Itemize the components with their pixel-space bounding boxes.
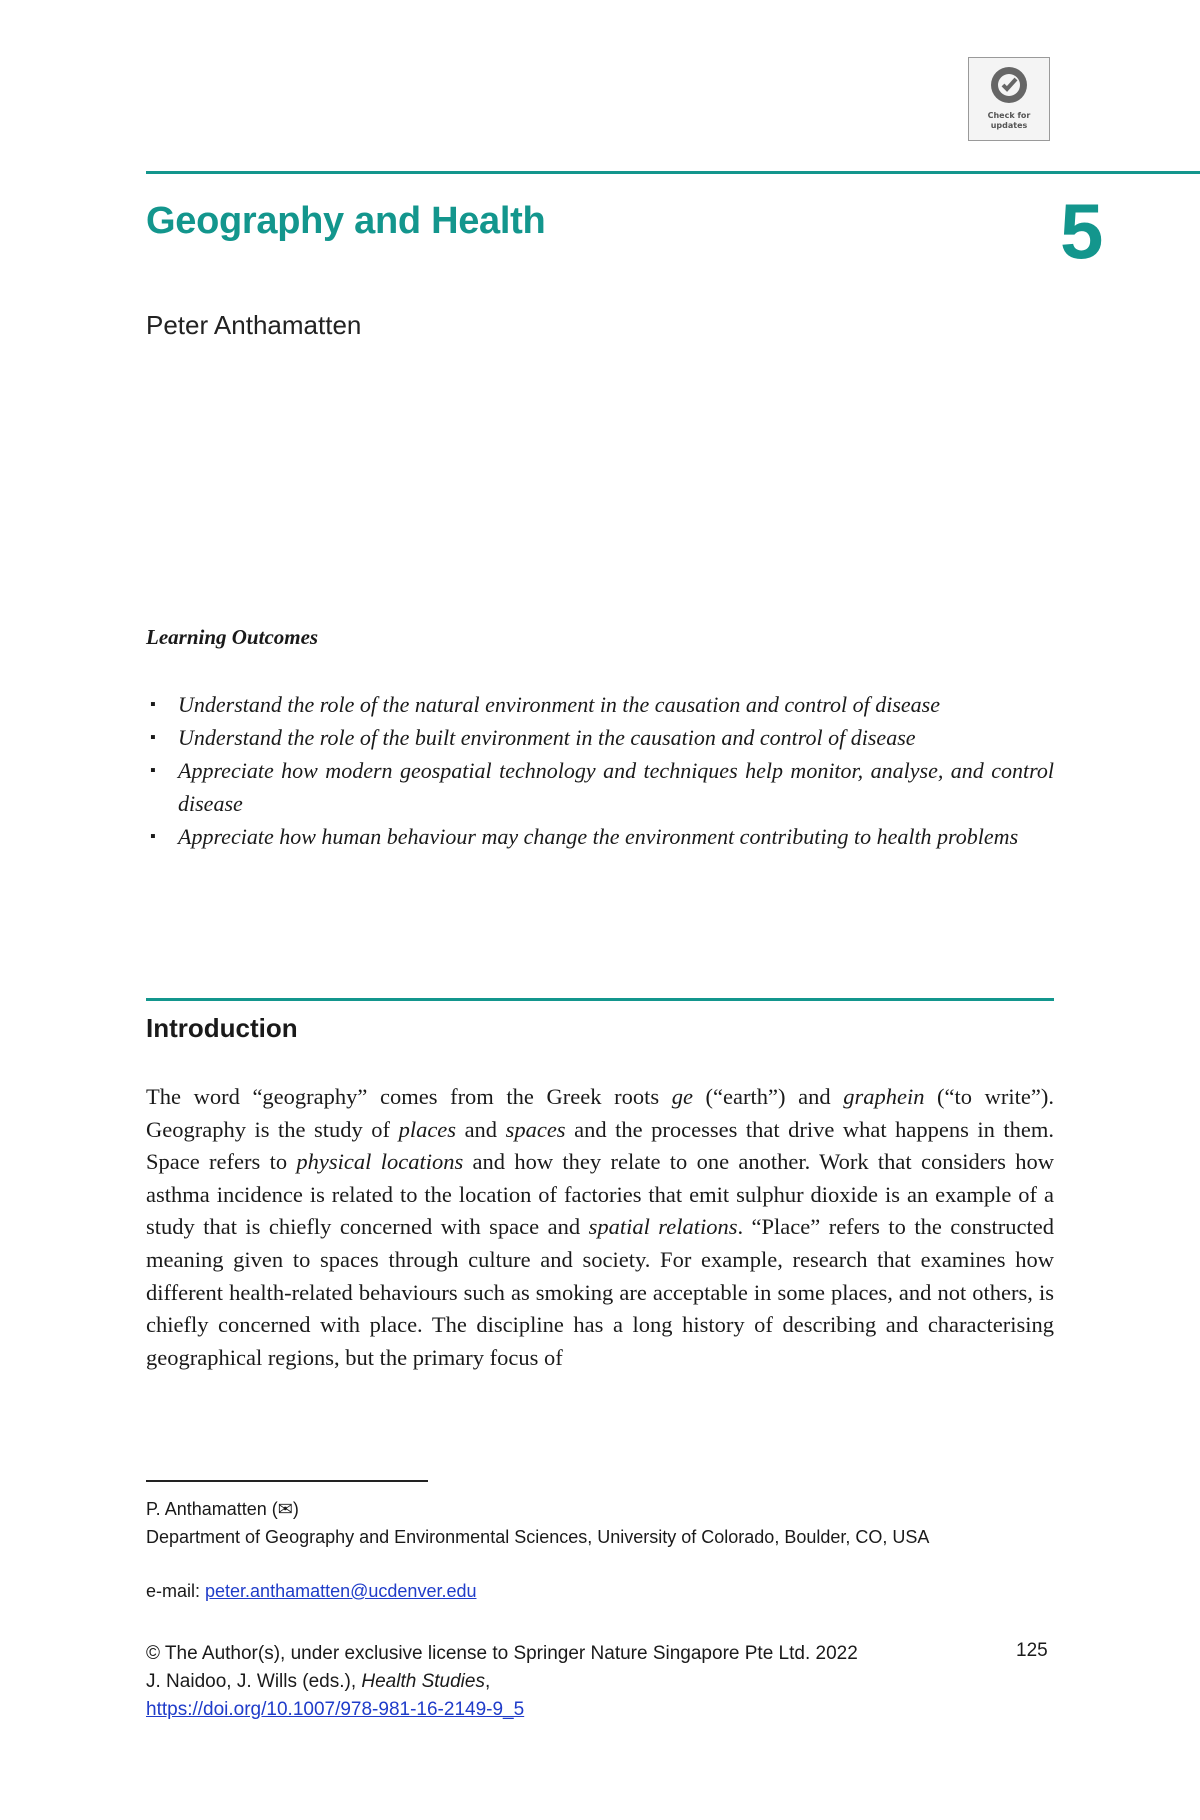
footnote-rule xyxy=(146,1480,428,1482)
copyright-line: © The Author(s), under exclusive license to Springer Nature Singapore Pte Ltd. 2022 xyxy=(146,1643,858,1664)
badge-label: Check for updates xyxy=(987,111,1031,130)
footnote-author: P. Anthamatten (✉) xyxy=(146,1499,299,1519)
footnote-email-line: e-mail: peter.anthamatten@ucdenver.edu xyxy=(146,1581,477,1601)
list-item: ▪ Understand the role of the natural environment in the causation and control of disease xyxy=(146,688,1054,721)
learning-outcomes-list xyxy=(146,688,1054,853)
chapter-title: Geography and Health xyxy=(146,200,546,242)
check-for-updates-badge[interactable] xyxy=(968,57,1050,141)
email-link[interactable]: peter.anthamatten@ucdenver.edu xyxy=(205,1581,477,1601)
bullet-icon: ▪ xyxy=(150,696,156,713)
page-number: 125 xyxy=(1016,1640,1048,1661)
list-item: ▪ Appreciate how modern geospatial technology and techniques help monitor, analyse, and control disease xyxy=(146,754,1054,820)
list-item: ▪ Appreciate how human behaviour may change the environment contributing to health problems xyxy=(146,820,1054,853)
publication-info xyxy=(146,1640,858,1724)
doi-link[interactable]: https://doi.org/10.1007/978-981-16-2149-9_5 xyxy=(146,1699,525,1720)
chapter-author: Peter Anthamatten xyxy=(146,310,362,340)
learning-outcomes-heading: Learning Outcomes xyxy=(146,625,319,649)
check-for-updates-icon xyxy=(989,65,1029,105)
introduction-paragraph: The word “geography” comes from the Greek roots ge (“earth”) and graphein (“to write”). Geography is the study of places and spaces and the processes that drive what happens in them. Space refers to physical locations and how they relate to one another. Work that considers how asthma incidence is related to the location of factories that emit sulphur dioxide is an example of a study that is chiefly concerned with space and spatial relations. “Place” refers to the constructed meaning given to spaces through culture and society. For example, research that examines how different health-related behaviours such as smoking are acceptable in some places, and not others, is chiefly concerned with place. The discipline has a long history of describing and characterising geographical regions, but the primary focus of xyxy=(146,1084,1055,1370)
footnote-affiliation: Department of Geography and Environmental Sciences, University of Colorado, Boulder, CO, USA xyxy=(146,1527,930,1547)
introduction-heading: Introduction xyxy=(146,1013,298,1043)
bullet-icon: ▪ xyxy=(150,828,156,845)
list-item: ▪ Understand the role of the built environment in the causation and control of disease xyxy=(146,721,1054,754)
bullet-icon: ▪ xyxy=(150,762,156,779)
chapter-number: 5 xyxy=(1060,187,1104,275)
editors-line: J. Naidoo, J. Wills (eds.), Health Studies, xyxy=(146,1671,491,1692)
section-rule xyxy=(146,998,1054,1001)
header-rule xyxy=(146,171,1200,174)
bullet-icon: ▪ xyxy=(150,729,156,746)
